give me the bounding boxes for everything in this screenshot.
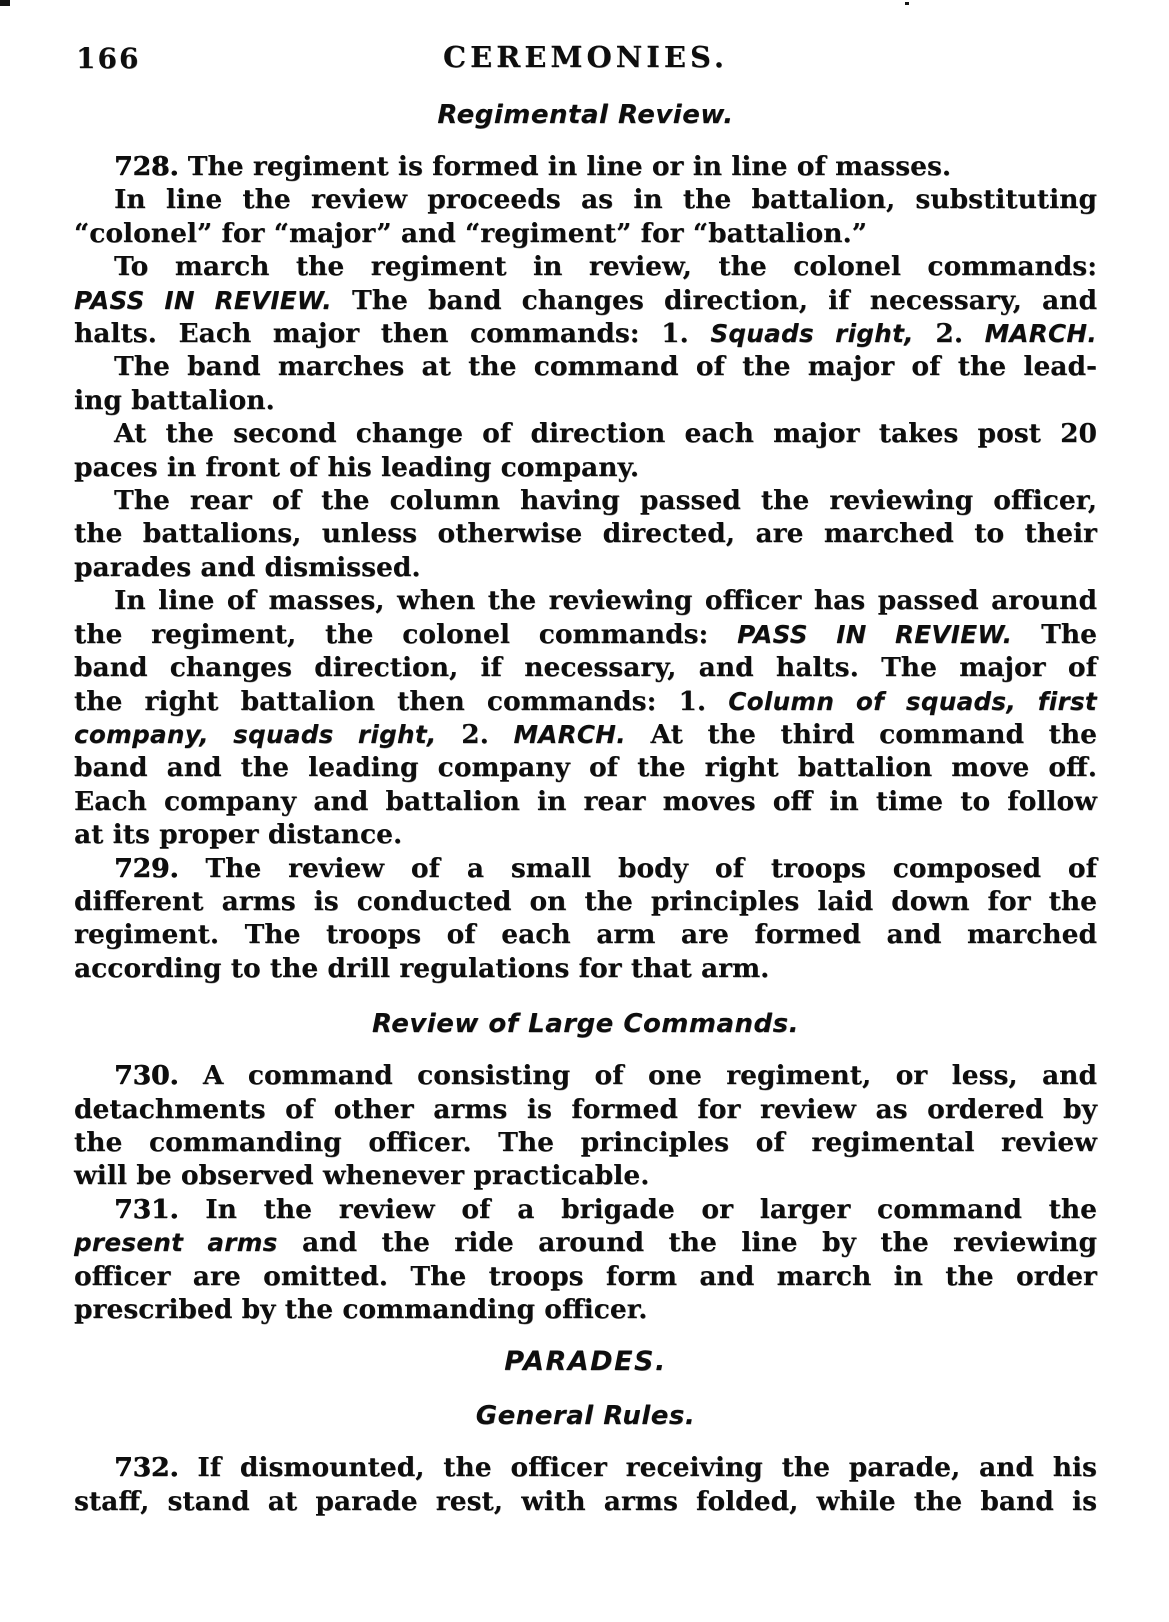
paragraph bbox=[74, 852, 1097, 986]
body-text: 2. bbox=[436, 718, 514, 750]
paragraph bbox=[74, 250, 1097, 350]
text-line bbox=[74, 1159, 1097, 1192]
body-text: according to the drill regulations for that arm. bbox=[74, 952, 770, 984]
text-line bbox=[74, 284, 1097, 317]
text-line bbox=[74, 852, 1097, 885]
page-header-row bbox=[74, 40, 1097, 76]
body-text: ing battalion. bbox=[74, 384, 275, 416]
body-text: the battalions, unless otherwise directed, are marched to their bbox=[74, 518, 1097, 550]
paragraph bbox=[74, 584, 1097, 851]
command-text: Column of squads, first bbox=[728, 686, 1098, 716]
body-text: paces in front of his leading company. bbox=[74, 451, 640, 483]
body-text: The band changes direction, if necessary, and bbox=[331, 284, 1097, 316]
paragraph-number: 732. bbox=[114, 1452, 198, 1484]
text-line bbox=[74, 785, 1097, 818]
body-text: different arms is conducted on the principles laid down for the bbox=[74, 885, 1097, 917]
text-line bbox=[74, 1260, 1097, 1293]
command-text: Squads right, bbox=[710, 319, 914, 349]
body-text: In line the review proceeds as in the battalion, substituting bbox=[114, 184, 1097, 216]
text-line bbox=[74, 250, 1097, 283]
paragraph bbox=[74, 1193, 1097, 1327]
paragraph bbox=[74, 150, 1097, 183]
body-text: band changes direction, if necessary, and halts. The major of bbox=[74, 652, 1097, 684]
text-line bbox=[74, 651, 1097, 684]
body-text: detachments of other arms is formed for review as ordered by bbox=[74, 1093, 1097, 1125]
body-text: and the ride around the line by the reviewing bbox=[277, 1227, 1097, 1259]
section-heading: General Rules. bbox=[475, 1401, 696, 1432]
text-line bbox=[74, 417, 1097, 450]
paragraph bbox=[74, 183, 1097, 250]
body-text: the right battalion then commands: 1. bbox=[74, 685, 729, 717]
section-heading: PARADES. bbox=[504, 1346, 667, 1378]
text-line bbox=[74, 618, 1097, 651]
page-content bbox=[74, 100, 1097, 1518]
text-line bbox=[74, 1093, 1097, 1126]
command-text: PASS IN REVIEW. bbox=[737, 619, 1013, 649]
body-text: The regiment is formed in line or in line of masses. bbox=[187, 151, 952, 182]
text-line bbox=[74, 685, 1097, 718]
text-line bbox=[74, 551, 1097, 584]
text-line bbox=[74, 1226, 1097, 1259]
body-text: band and the leading company of the right battalion move off. bbox=[74, 752, 1097, 784]
text-line bbox=[74, 1193, 1097, 1226]
paragraph bbox=[74, 484, 1097, 584]
paragraph bbox=[74, 350, 1097, 417]
paragraph-number: 728. bbox=[114, 151, 188, 182]
body-text: In the review of a brigade or larger command the bbox=[205, 1193, 1097, 1225]
body-text: If dismounted, the officer receiving the parade, and his bbox=[197, 1452, 1097, 1484]
body-text: At the second change of direction each major takes post 20 bbox=[114, 418, 1097, 450]
body-text: In line of masses, when the reviewing officer has passed around bbox=[114, 585, 1097, 617]
text-line bbox=[74, 885, 1097, 918]
section-heading: Regimental Review. bbox=[437, 100, 734, 130]
body-text: the commanding officer. The principles of regimental review bbox=[74, 1126, 1097, 1158]
text-line bbox=[74, 1293, 1097, 1326]
body-text: To march the regiment in review, the colonel commands: bbox=[114, 251, 1097, 283]
text-line bbox=[74, 818, 1097, 851]
body-text: staff, stand at parade rest, with arms folded, while the band is bbox=[74, 1485, 1097, 1517]
command-text: MARCH. bbox=[984, 319, 1097, 349]
command-text: PASS IN REVIEW. bbox=[74, 285, 332, 315]
paragraph-number: 729. bbox=[114, 852, 206, 884]
paragraph bbox=[74, 1059, 1097, 1193]
text-line bbox=[74, 718, 1097, 751]
body-text: the regiment, the colonel commands: bbox=[74, 618, 738, 650]
text-line bbox=[74, 484, 1097, 517]
body-text: will be observed whenever practicable. bbox=[74, 1160, 650, 1192]
section-heading: Review of Large Commands. bbox=[371, 1009, 800, 1040]
paragraph bbox=[74, 417, 1097, 484]
body-text: The band marches at the command of the major of the lead- bbox=[114, 351, 1097, 383]
command-text: present arms bbox=[74, 1228, 278, 1258]
body-text: at its proper distance. bbox=[74, 819, 403, 851]
body-text: Each company and battalion in rear moves off in time to follow bbox=[74, 785, 1097, 817]
text-line bbox=[74, 350, 1097, 383]
body-text: regiment. The troops of each arm are formed and marched bbox=[74, 919, 1097, 951]
body-text: officer are omitted. The troops form and march in the order bbox=[74, 1260, 1097, 1292]
body-text: 2. bbox=[913, 318, 985, 350]
paragraph-number: 730. bbox=[114, 1060, 203, 1092]
command-text: company, squads right, bbox=[74, 719, 437, 749]
scan-speck bbox=[905, 2, 909, 5]
text-line bbox=[74, 217, 1097, 250]
paragraph-number: 731. bbox=[114, 1193, 206, 1225]
body-text: The bbox=[1012, 618, 1097, 650]
body-text: A command consisting of one regiment, or less, and bbox=[202, 1060, 1097, 1092]
body-text: halts. Each major then commands: 1. bbox=[74, 318, 711, 350]
body-text: The rear of the column having passed the reviewing officer, bbox=[114, 485, 1097, 517]
body-text: At the third command the bbox=[625, 718, 1097, 750]
page-number: 166 bbox=[76, 42, 141, 75]
text-line bbox=[74, 517, 1097, 550]
text-line bbox=[74, 183, 1097, 216]
text-line bbox=[74, 1451, 1097, 1484]
text-line bbox=[74, 918, 1097, 951]
text-line bbox=[74, 751, 1097, 784]
body-text: The review of a small body of troops composed of bbox=[205, 852, 1097, 884]
body-text: prescribed by the commanding officer. bbox=[74, 1294, 648, 1325]
text-line bbox=[74, 1485, 1097, 1518]
running-title: CEREMONIES. bbox=[443, 40, 728, 74]
command-text: MARCH. bbox=[513, 719, 626, 749]
paragraph bbox=[74, 1451, 1097, 1518]
body-text: parades and dismissed. bbox=[74, 551, 421, 583]
text-line bbox=[74, 1059, 1097, 1092]
text-line bbox=[74, 150, 1097, 183]
text-line bbox=[74, 584, 1097, 617]
text-line bbox=[74, 1126, 1097, 1159]
body-text: “colonel” for “major” and “regiment” for “battalion.” bbox=[74, 217, 867, 249]
text-line bbox=[74, 384, 1097, 417]
text-line bbox=[74, 317, 1097, 350]
scan-speck bbox=[0, 0, 10, 6]
text-line bbox=[74, 451, 1097, 484]
text-line bbox=[74, 952, 1097, 985]
